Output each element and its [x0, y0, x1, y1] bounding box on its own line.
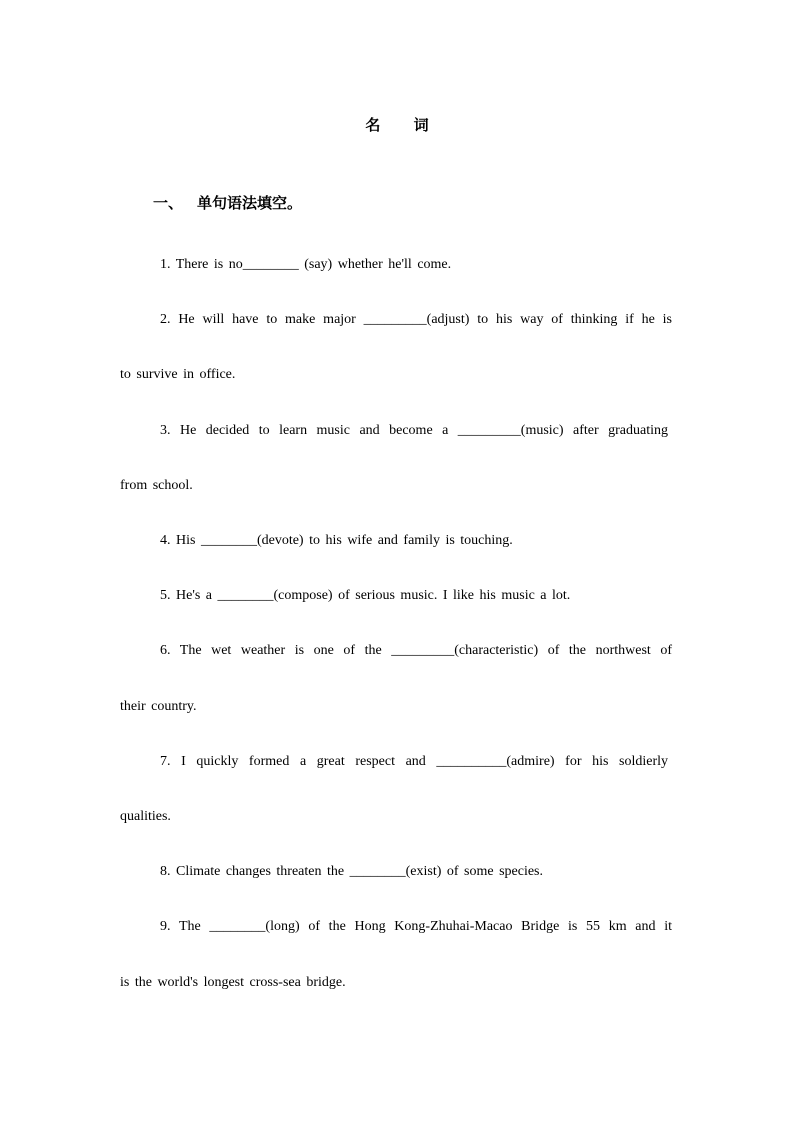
question-3-line-1: 3. He decided to learn music and become a _________(music) after graduating [160, 423, 668, 438]
question-8-line-1: 8. Climate changes threaten the ________(exist) of some species. [160, 864, 544, 879]
section-heading [153, 192, 302, 213]
question-2-line-1: 2. He will have to make major _________(adjust) to his way of thinking if he is [160, 312, 672, 327]
question-3-line-2: from school. [120, 478, 193, 493]
page-title: 名 词 [365, 116, 443, 134]
section-number: 一、 [153, 194, 184, 212]
question-9-line-2: is the world's longest cross-sea bridge. [120, 975, 346, 990]
question-6-line-2: their country. [120, 699, 197, 714]
question-5-line-1: 5. He's a ________(compose) of serious music. I like his music a lot. [160, 588, 571, 603]
question-2-line-2: to survive in office. [120, 367, 236, 382]
question-7-line-1: 7. I quickly formed a great respect and __________(admire) for his soldierly [160, 754, 668, 769]
question-7-line-2: qualities. [120, 809, 171, 824]
question-4-line-1: 4. His ________(devote) to his wife and family is touching. [160, 533, 513, 548]
section-heading-text: 单句语法填空。 [197, 194, 303, 212]
question-9-line-1: 9. The ________(long) of the Hong Kong-Zhuhai-Macao Bridge is 55 km and it [160, 919, 672, 934]
question-6-line-1: 6. The wet weather is one of the _________(characteristic) of the northwest of [160, 643, 672, 658]
question-1-line-1: 1. There is no________ (say) whether he'll come. [160, 257, 452, 272]
